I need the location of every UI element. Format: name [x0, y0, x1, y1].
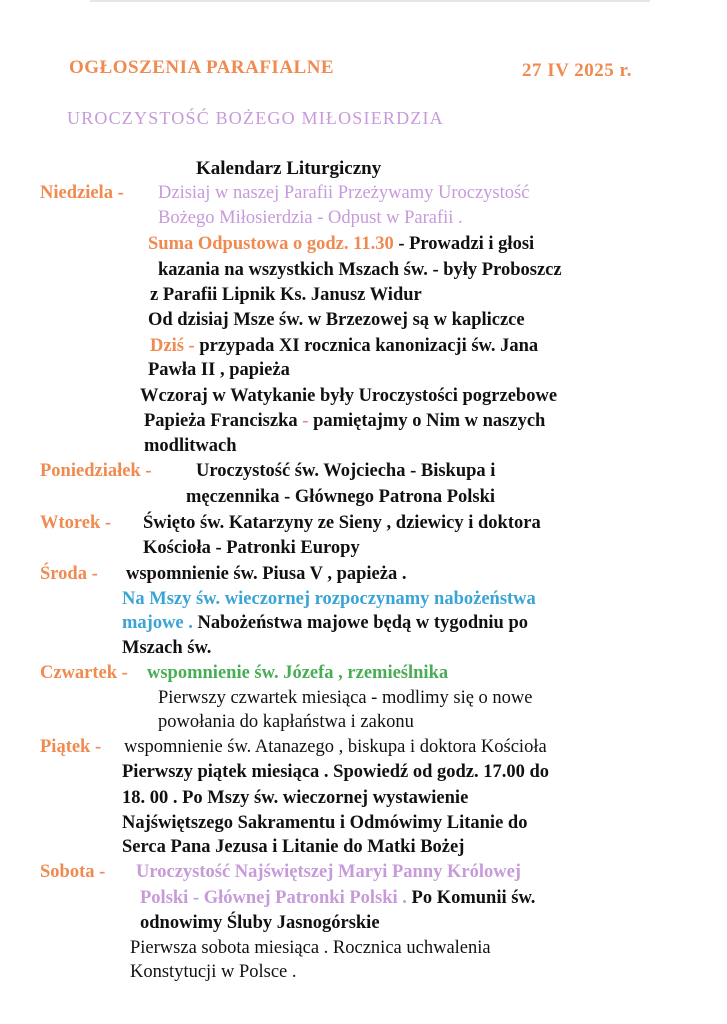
scan-edge-line: [90, 0, 650, 2]
announcement-date: 27 IV 2025 r.: [522, 60, 632, 81]
wednesday-line-2: Na Mszy św. wieczornej rozpoczynamy nabożeństwa: [122, 589, 536, 609]
saturday-line-1: Uroczystość Najświętszej Maryi Panny Królowej: [136, 862, 521, 882]
sunday-line-9: Wczoraj w Watykanie były Uroczystości pogrzebowe: [140, 386, 558, 406]
day-label-text: Niedziela: [40, 183, 113, 203]
wednesday-line-3: [122, 611, 528, 635]
tuesday-line-2: Kościoła - Patronki Europy: [143, 538, 360, 558]
sunday-suma-rest: - Prowadzi i głosi: [393, 234, 535, 254]
friday-line-4: Najświętszego Sakramentu i Odmówimy Litanie do: [122, 813, 528, 833]
day-label-sunday: Niedziela -: [40, 183, 124, 203]
sunday-pope-name: Papieża Franciszka: [144, 411, 298, 431]
saturday-line-2: [140, 886, 535, 910]
saturday-line-5: Konstytucji w Polsce .: [130, 962, 297, 982]
friday-line-1: wspomnienie św. Atanazego , biskupa i doktora Kościoła: [124, 737, 547, 757]
thursday-line-1: wspomnienie św. Józefa , rzemieślnika: [147, 663, 449, 683]
sunday-line-5: z Parafii Lipnik Ks. Janusz Widur: [150, 285, 422, 305]
saturday-line-3: odnowimy Śluby Jasnogórskie: [140, 913, 380, 933]
monday-line-2: męczennika - Głównego Patrona Polski: [186, 487, 496, 507]
sunday-line-10: [144, 409, 545, 433]
sunday-line-11: modlitwach: [144, 436, 237, 456]
sunday-line-8: Pawła II , papieża: [148, 360, 290, 380]
saturday-line-4: Pierwsza sobota miesiąca . Rocznica uchwalenia: [130, 938, 491, 958]
thursday-line-3: powołania do kapłaństwa i zakonu: [158, 712, 414, 732]
calendar-heading: Kalendarz Liturgiczny: [196, 158, 382, 179]
day-label-wednesday: Środa -: [40, 564, 98, 584]
day-label-thursday: Czwartek -: [40, 663, 128, 683]
sunday-line-1: Dzisiaj w naszej Parafii Przeżywamy Uroczystość: [158, 183, 530, 203]
day-label-tuesday: Wtorek -: [40, 513, 112, 533]
celebration-subtitle: UROCZYSTOŚĆ BOŻEGO MIŁOSIERDZIA: [67, 108, 444, 128]
sunday-dash: -: [297, 411, 314, 431]
saturday-patroness-text: Polski - Głównej Patronki Polski .: [140, 888, 407, 908]
wednesday-may-text: majowe .: [122, 613, 193, 633]
sunday-line-4: kazania na wszystkich Mszach św. - były Proboszcz: [158, 260, 562, 280]
day-label-friday: Piątek -: [40, 737, 102, 757]
page-title: OGŁOSZENIA PARAFIALNE: [69, 57, 335, 78]
friday-line-5: Serca Pana Jezusa i Litanie do Matki Bożej: [122, 837, 465, 857]
sunday-suma-text: Suma Odpustowa o godz. 11.30: [148, 234, 394, 254]
wednesday-line-1: wspomnienie św. Piusa V , papieża .: [126, 564, 407, 584]
sunday-today-text: przypada XI rocznica kanonizacji św. Jana: [194, 336, 539, 356]
tuesday-line-1: Święto św. Katarzyny ze Sieny , dziewicy i doktora: [143, 513, 541, 533]
wednesday-may-rest: Nabożeństwa majowe będą w tygodniu po: [192, 613, 528, 633]
sunday-line-2: Bożego Miłosierdzia - Odpust w Parafii .: [158, 208, 463, 228]
wednesday-line-4: Mszach św.: [122, 638, 212, 658]
day-label-saturday: Sobota -: [40, 862, 106, 882]
sunday-remember-text: pamiętajmy o Nim w naszych: [313, 411, 546, 431]
sunday-today-label: Dziś -: [150, 336, 195, 356]
friday-line-2: Pierwszy piątek miesiąca . Spowiedź od godz. 17.00 do: [122, 762, 550, 782]
saturday-communion-text: Po Komunii św.: [406, 888, 536, 908]
thursday-line-2: Pierwszy czwartek miesiąca - modlimy się o nowe: [158, 688, 533, 708]
sunday-line-7: [150, 334, 538, 358]
sunday-line-6: Od dzisiaj Msze św. w Brzezowej są w kapliczce: [148, 310, 525, 330]
monday-line-1: Uroczystość św. Wojciecha - Biskupa i: [196, 461, 496, 481]
sunday-line-3: [148, 232, 534, 256]
friday-line-3: 18. 00 . Po Mszy św. wieczornej wystawienie: [122, 788, 469, 808]
day-label-monday: Poniedziałek -: [40, 461, 152, 481]
